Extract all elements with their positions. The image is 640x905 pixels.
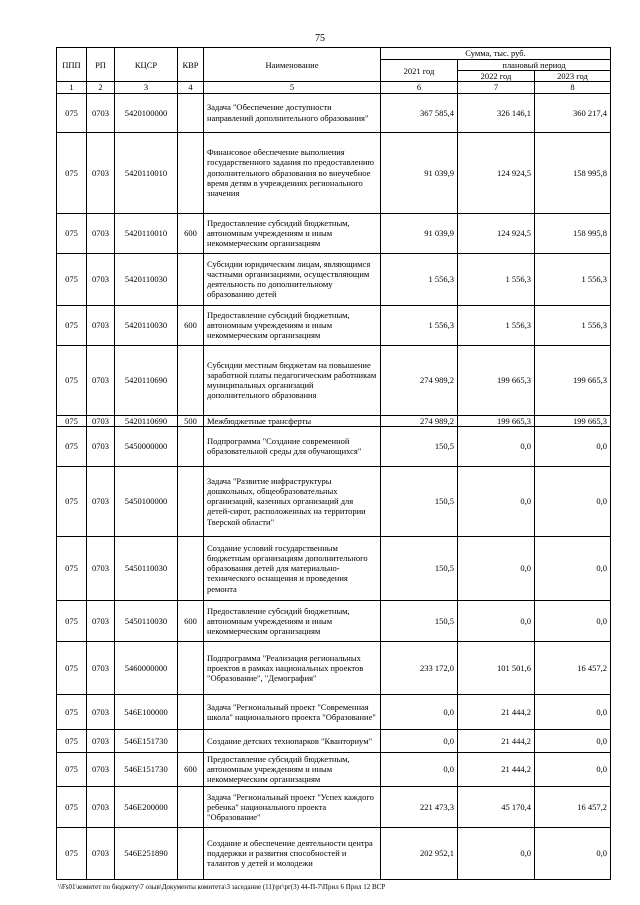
cell-name: Субсидии местным бюджетам на повышение заработной платы педагогическим работникам муниципальных организаций дополнительного образования — [204, 345, 381, 415]
col-number: 1 — [57, 82, 87, 93]
cell-rp: 0703 — [87, 641, 115, 694]
table-row — [57, 132, 611, 213]
cell-ppp: 075 — [57, 600, 87, 641]
budget-table — [56, 47, 611, 880]
cell-2022: 199 665,3 — [458, 415, 535, 426]
cell-rp: 0703 — [87, 132, 115, 213]
cell-2022: 101 501,6 — [458, 641, 535, 694]
cell-2022: 0,0 — [458, 466, 535, 536]
header-plan-period: плановый период — [458, 60, 611, 71]
col-number: 6 — [381, 82, 458, 93]
cell-2022: 21 444,2 — [458, 752, 535, 786]
cell-rp: 0703 — [87, 466, 115, 536]
col-number: 2 — [87, 82, 115, 93]
cell-ppp: 075 — [57, 536, 87, 600]
col-number: 3 — [115, 82, 178, 93]
cell-2023: 0,0 — [535, 600, 611, 641]
cell-kcsr: 5450110030 — [115, 600, 178, 641]
cell-kvr — [178, 426, 204, 466]
cell-rp: 0703 — [87, 827, 115, 879]
cell-kcsr: 546E151730 — [115, 729, 178, 752]
table-header — [57, 48, 611, 94]
cell-kvr — [178, 466, 204, 536]
cell-kvr: 600 — [178, 213, 204, 253]
cell-2023: 158 995,8 — [535, 132, 611, 213]
cell-kvr — [178, 827, 204, 879]
cell-2022: 1 556,3 — [458, 305, 535, 345]
cell-ppp: 075 — [57, 132, 87, 213]
cell-name: Межбюджетные трансферты — [204, 415, 381, 426]
cell-2023: 0,0 — [535, 752, 611, 786]
header-year-2023: 2023 год — [535, 71, 611, 82]
cell-kvr: 500 — [178, 415, 204, 426]
cell-name: Задача "Региональный проект "Успех каждого ребенка" национального проекта "Образование" — [204, 786, 381, 827]
cell-kcsr: 5450110030 — [115, 536, 178, 600]
header-year-2022: 2022 год — [458, 71, 535, 82]
cell-ppp: 075 — [57, 213, 87, 253]
table-row — [57, 345, 611, 415]
cell-ppp: 075 — [57, 694, 87, 729]
column-number-row — [57, 82, 611, 93]
cell-2021: 0,0 — [381, 694, 458, 729]
cell-ppp: 075 — [57, 752, 87, 786]
cell-2023: 16 457,2 — [535, 786, 611, 827]
cell-rp: 0703 — [87, 415, 115, 426]
table-row — [57, 415, 611, 426]
cell-kvr — [178, 786, 204, 827]
cell-2021: 0,0 — [381, 752, 458, 786]
cell-name: Создание и обеспечение деятельности центра поддержки и развития способностей и талантов у детей и молодежи — [204, 827, 381, 879]
table-row — [57, 213, 611, 253]
cell-rp: 0703 — [87, 786, 115, 827]
cell-kvr — [178, 694, 204, 729]
col-number: 4 — [178, 82, 204, 93]
header-kvr: КВР — [178, 48, 204, 82]
cell-2021: 0,0 — [381, 729, 458, 752]
cell-ppp: 075 — [57, 426, 87, 466]
table-body — [57, 93, 611, 879]
cell-kcsr: 5420110010 — [115, 132, 178, 213]
table-row — [57, 694, 611, 729]
col-number: 8 — [535, 82, 611, 93]
table-row — [57, 729, 611, 752]
cell-ppp: 075 — [57, 305, 87, 345]
cell-rp: 0703 — [87, 600, 115, 641]
cell-2021: 221 473,3 — [381, 786, 458, 827]
cell-name: Предоставление субсидий бюджетным, автономным учреждениям и иным некоммерческим организациям — [204, 600, 381, 641]
cell-2023: 0,0 — [535, 466, 611, 536]
cell-2023: 1 556,3 — [535, 305, 611, 345]
cell-2021: 150,5 — [381, 536, 458, 600]
cell-kcsr: 5460000000 — [115, 641, 178, 694]
cell-ppp: 075 — [57, 786, 87, 827]
cell-2022: 199 665,3 — [458, 345, 535, 415]
cell-kcsr: 5420110690 — [115, 415, 178, 426]
cell-2021: 1 556,3 — [381, 253, 458, 305]
cell-2021: 150,5 — [381, 466, 458, 536]
cell-kvr: 600 — [178, 600, 204, 641]
cell-kvr — [178, 345, 204, 415]
cell-kcsr: 5420110030 — [115, 253, 178, 305]
cell-rp: 0703 — [87, 213, 115, 253]
cell-kvr — [178, 536, 204, 600]
cell-2021: 150,5 — [381, 600, 458, 641]
cell-2022: 0,0 — [458, 600, 535, 641]
cell-2022: 326 146,1 — [458, 93, 535, 132]
cell-ppp: 075 — [57, 415, 87, 426]
cell-rp: 0703 — [87, 752, 115, 786]
cell-2023: 0,0 — [535, 694, 611, 729]
cell-name: Создание детских технопарков "Кванториум" — [204, 729, 381, 752]
header-rp: РП — [87, 48, 115, 82]
cell-kcsr: 5420110030 — [115, 305, 178, 345]
cell-2022: 0,0 — [458, 536, 535, 600]
cell-kvr — [178, 641, 204, 694]
table-row — [57, 752, 611, 786]
cell-2021: 233 172,0 — [381, 641, 458, 694]
table-row — [57, 466, 611, 536]
cell-2023: 360 217,4 — [535, 93, 611, 132]
table-row — [57, 426, 611, 466]
cell-2023: 0,0 — [535, 536, 611, 600]
cell-2022: 124 924,5 — [458, 213, 535, 253]
cell-kvr — [178, 729, 204, 752]
cell-2023: 0,0 — [535, 729, 611, 752]
cell-name: Предоставление субсидий бюджетным, автономным учреждениям и иным некоммерческим организациям — [204, 752, 381, 786]
cell-name: Финансовое обеспечение выполнения государственного задания по предоставлению дополнительного образования во внеучебное время детям в учреждениях регионального значения — [204, 132, 381, 213]
cell-ppp: 075 — [57, 827, 87, 879]
cell-kcsr: 5450100000 — [115, 466, 178, 536]
cell-2023: 0,0 — [535, 426, 611, 466]
cell-2022: 21 444,2 — [458, 694, 535, 729]
header-year-2021: 2021 год — [381, 60, 458, 82]
cell-2022: 21 444,2 — [458, 729, 535, 752]
cell-kvr: 600 — [178, 752, 204, 786]
table-row — [57, 305, 611, 345]
cell-2021: 274 989,2 — [381, 345, 458, 415]
cell-2022: 0,0 — [458, 426, 535, 466]
col-number: 5 — [204, 82, 381, 93]
cell-2021: 91 039,9 — [381, 213, 458, 253]
header-kcsr: КЦСР — [115, 48, 178, 82]
cell-name: Создание условий государственным бюджетным организациям дополнительного образования детей для материально-технического оснащения и проведения ремонта — [204, 536, 381, 600]
cell-2023: 16 457,2 — [535, 641, 611, 694]
cell-2023: 199 665,3 — [535, 345, 611, 415]
header-name: Наименование — [204, 48, 381, 82]
cell-kcsr: 5420110690 — [115, 345, 178, 415]
cell-ppp: 075 — [57, 345, 87, 415]
table-row — [57, 600, 611, 641]
cell-rp: 0703 — [87, 253, 115, 305]
cell-rp: 0703 — [87, 536, 115, 600]
cell-name: Подпрограмма "Создание современной образовательной среды для обучающихся" — [204, 426, 381, 466]
header-ppp: ППП — [57, 48, 87, 82]
cell-kcsr: 546E100000 — [115, 694, 178, 729]
cell-name: Субсидии юридическим лицам, являющимся частными организациями, осуществляющим деятельность по дополнительному образованию детей — [204, 253, 381, 305]
table-row — [57, 827, 611, 879]
cell-2021: 274 989,2 — [381, 415, 458, 426]
cell-kcsr: 5420100000 — [115, 93, 178, 132]
cell-2022: 45 170,4 — [458, 786, 535, 827]
table-row — [57, 641, 611, 694]
cell-2023: 199 665,3 — [535, 415, 611, 426]
cell-name: Задача "Обеспечение доступности направлений дополнительного образования" — [204, 93, 381, 132]
cell-2021: 1 556,3 — [381, 305, 458, 345]
cell-rp: 0703 — [87, 345, 115, 415]
cell-name: Подпрограмма "Реализация региональных проектов в рамках национальных проектов "Образование", "Демография" — [204, 641, 381, 694]
cell-ppp: 075 — [57, 466, 87, 536]
col-number: 7 — [458, 82, 535, 93]
cell-ppp: 075 — [57, 641, 87, 694]
cell-2021: 150,5 — [381, 426, 458, 466]
cell-kvr — [178, 253, 204, 305]
cell-2023: 1 556,3 — [535, 253, 611, 305]
table-row — [57, 93, 611, 132]
cell-kcsr: 546E200000 — [115, 786, 178, 827]
cell-rp: 0703 — [87, 305, 115, 345]
cell-kcsr: 5420110010 — [115, 213, 178, 253]
header-sum: Сумма, тыс. руб. — [381, 48, 611, 60]
cell-2021: 91 039,9 — [381, 132, 458, 213]
cell-rp: 0703 — [87, 93, 115, 132]
table-row — [57, 253, 611, 305]
cell-kvr — [178, 132, 204, 213]
page-number: 75 — [315, 33, 325, 44]
cell-rp: 0703 — [87, 694, 115, 729]
cell-2021: 202 952,1 — [381, 827, 458, 879]
cell-kcsr: 546E151730 — [115, 752, 178, 786]
cell-name: Предоставление субсидий бюджетным, автономным учреждениям и иным некоммерческим организациям — [204, 305, 381, 345]
cell-name: Задача "Региональный проект "Современная школа" национального проекта "Образование" — [204, 694, 381, 729]
cell-rp: 0703 — [87, 729, 115, 752]
cell-kcsr: 5450000000 — [115, 426, 178, 466]
cell-ppp: 075 — [57, 729, 87, 752]
cell-name: Задача "Развитие инфраструктуры дошкольных, общеобразовательных организаций, казенных организаций для детей-сирот, расположенных на территории Тверской области" — [204, 466, 381, 536]
footer-path: \\Fs01\комитет по бюджету\7 озыв\Документы комитета\3 заседание (11)\рг\рг(3) 44-П-7\Прил 6 Прил 12 ВСР — [58, 883, 386, 891]
cell-2022: 1 556,3 — [458, 253, 535, 305]
cell-2022: 0,0 — [458, 827, 535, 879]
cell-2023: 158 995,8 — [535, 213, 611, 253]
cell-name: Предоставление субсидий бюджетным, автономным учреждениям и иным некоммерческим организациям — [204, 213, 381, 253]
cell-kcsr: 546E251890 — [115, 827, 178, 879]
table-row — [57, 536, 611, 600]
cell-2023: 0,0 — [535, 827, 611, 879]
cell-kvr: 600 — [178, 305, 204, 345]
cell-2022: 124 924,5 — [458, 132, 535, 213]
cell-ppp: 075 — [57, 253, 87, 305]
cell-2021: 367 585,4 — [381, 93, 458, 132]
cell-ppp: 075 — [57, 93, 87, 132]
table-row — [57, 786, 611, 827]
cell-kvr — [178, 93, 204, 132]
cell-rp: 0703 — [87, 426, 115, 466]
